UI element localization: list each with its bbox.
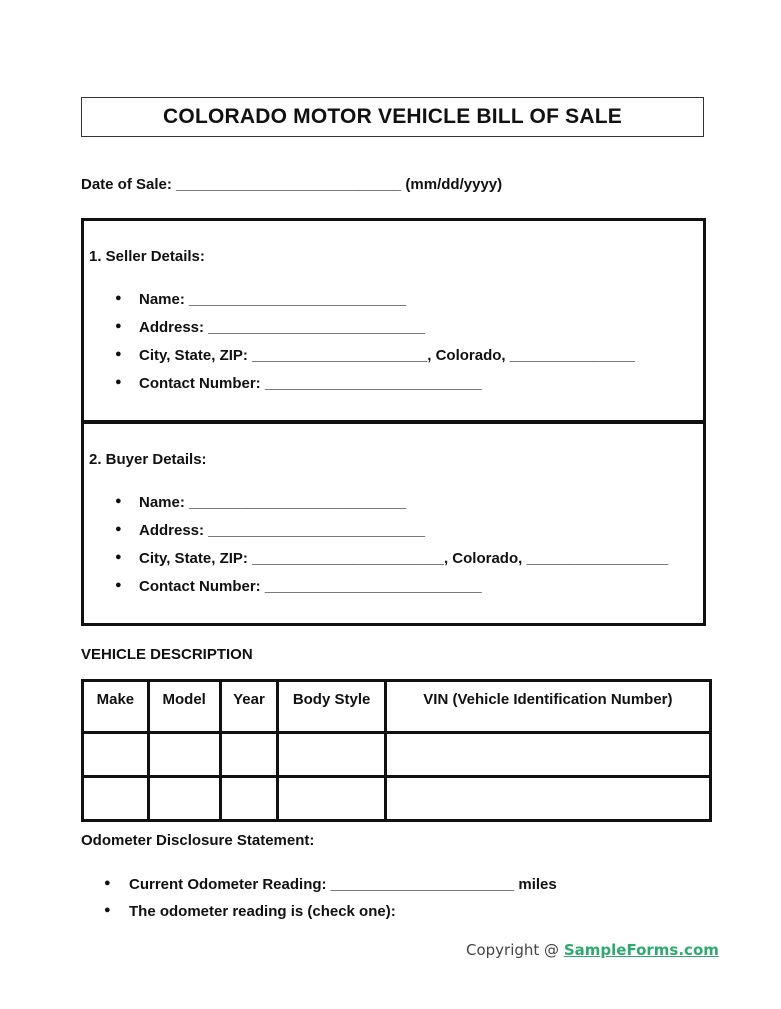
vin-cell[interactable] — [385, 733, 710, 777]
model-cell[interactable] — [148, 777, 220, 821]
column-header-body-style: Body Style — [278, 681, 385, 733]
seller-fields-list — [115, 291, 635, 403]
body-style-cell[interactable] — [278, 733, 385, 777]
column-header-model: Model — [148, 681, 220, 733]
buyer-name-field[interactable]: ● Name: __________________________ — [115, 494, 668, 522]
copyright-footer — [466, 941, 719, 959]
seller-details-heading: 1. Seller Details: — [89, 248, 205, 265]
copyright-prefix: Copyright @ — [466, 941, 564, 959]
vehicle-description-table — [81, 679, 712, 822]
buyer-fields-list — [115, 494, 668, 606]
buyer-city-state-zip-field[interactable]: ● City, State, ZIP: _______________________, Colorado, _________________ — [115, 550, 668, 578]
buyer-contact-number-field[interactable]: ● Contact Number: __________________________ — [115, 578, 668, 606]
vehicle-description-heading: VEHICLE DESCRIPTION — [81, 646, 253, 663]
date-of-sale-field[interactable]: Date of Sale: ___________________________ (mm/dd/yyyy) — [81, 176, 503, 193]
body-style-cell[interactable] — [278, 777, 385, 821]
odometer-list — [104, 876, 557, 930]
seller-details-section — [81, 218, 706, 423]
make-cell[interactable] — [83, 777, 149, 821]
seller-contact-number-field[interactable]: ● Contact Number: __________________________ — [115, 375, 635, 403]
current-odometer-reading-field[interactable]: ● Current Odometer Reading: ______________________ miles — [104, 876, 557, 903]
buyer-details-heading: 2. Buyer Details: — [89, 451, 207, 468]
seller-name-field[interactable]: ● Name: __________________________ — [115, 291, 635, 319]
make-cell[interactable] — [83, 733, 149, 777]
year-cell[interactable] — [220, 733, 278, 777]
odometer-disclosure-heading: Odometer Disclosure Statement: — [81, 832, 315, 849]
column-header-vin: VIN (Vehicle Identification Number) — [385, 681, 710, 733]
form-title: COLORADO MOTOR VEHICLE BILL OF SALE — [81, 97, 704, 137]
vin-cell[interactable] — [385, 777, 710, 821]
seller-address-field[interactable]: ● Address: __________________________ — [115, 319, 635, 347]
column-header-year: Year — [220, 681, 278, 733]
column-header-make: Make — [83, 681, 149, 733]
table-row — [83, 733, 711, 777]
buyer-address-field[interactable]: ● Address: __________________________ — [115, 522, 668, 550]
sampleforms-link[interactable]: SampleForms.com — [563, 941, 719, 959]
table-row — [83, 777, 711, 821]
model-cell[interactable] — [148, 733, 220, 777]
buyer-details-section — [81, 421, 706, 626]
odometer-reading-check-label: ● The odometer reading is (check one): — [104, 903, 557, 930]
year-cell[interactable] — [220, 777, 278, 821]
seller-city-state-zip-field[interactable]: ● City, State, ZIP: _____________________, Colorado, _______________ — [115, 347, 635, 375]
table-header-row — [83, 681, 711, 733]
